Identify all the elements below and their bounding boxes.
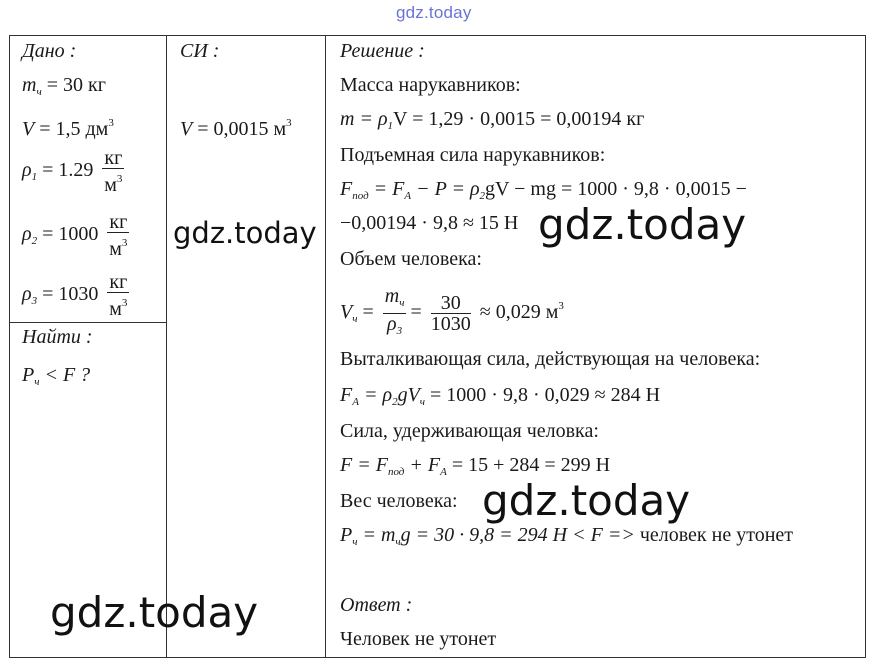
l7-sup: 3 <box>558 300 564 313</box>
solution-line-2 <box>340 108 644 137</box>
find-rhs: < F ? <box>39 364 91 386</box>
l2-rhs: V = 1,29 · 0,0015 = 0,00194 кг <box>393 108 645 130</box>
watermark-solution-top: gdz.today <box>538 200 747 249</box>
unit-num: кг <box>109 211 128 233</box>
unit-num: кг <box>109 271 128 293</box>
find-p-symbol: P <box>22 364 35 386</box>
l7-frac-2 <box>431 293 471 334</box>
solution-line-10: Сила, удерживающая человка: <box>340 420 599 442</box>
solution-line-7: $V_ч$ = $\frac{m_ч}{\rho_3}$ = $\frac{30}{1030}$ ≈ 0,029 $м^3$ <box>340 286 564 341</box>
solution-line-13 <box>340 524 793 553</box>
l4-d: gV − mg = 1000 · 9,8 · 0,0015 − <box>485 178 747 200</box>
l7-f1-den: ρ <box>387 313 397 335</box>
watermark-bottom-left: gdz.today <box>50 588 259 637</box>
l7-f2-den: 1030 <box>430 313 471 335</box>
solution-line-1: Масса нарукавников: <box>340 74 521 96</box>
given-volume <box>22 112 114 140</box>
l13-d: человек не утонет <box>634 524 794 546</box>
given-rho1 <box>22 148 128 195</box>
l9-a-sub: A <box>352 396 359 408</box>
given-header: Дано : <box>22 40 77 62</box>
unit-den: м <box>109 298 122 320</box>
site-watermark-header: gdz.today <box>396 3 472 22</box>
unit-den: м <box>104 174 117 196</box>
solution-line-8: Выталкивающая сила, действующая на человека: <box>340 348 761 370</box>
l4-a: F <box>340 178 353 200</box>
l13-a-sub: ч <box>352 536 358 548</box>
l7-frac-1 <box>383 286 407 341</box>
l13-b: = m <box>357 524 396 546</box>
given-rho3-unit <box>107 272 129 319</box>
solution-line-6: Объем человека: <box>340 248 482 270</box>
given-rho2-value: = 1000 <box>37 223 99 246</box>
column-divider-si <box>325 36 326 657</box>
answer-header: Ответ : <box>340 594 413 616</box>
find-condition <box>22 364 90 393</box>
given-volume-value: = 1,5 дм <box>34 118 109 140</box>
given-rho1-sub: 1 <box>31 171 38 184</box>
l4-b-sub: A <box>404 190 412 202</box>
given-mass <box>22 74 106 103</box>
given-rho2-unit <box>107 212 129 259</box>
l7-f2-num: 30 <box>431 293 471 314</box>
si-volume-value: = 0,0015 м <box>192 118 287 140</box>
given-mass-symbol: m <box>22 74 37 96</box>
solution-table <box>9 35 866 658</box>
l7-f1-den-sub: 3 <box>396 325 403 337</box>
l4-b: = F <box>368 178 405 200</box>
unit-den-sup: 3 <box>116 173 123 185</box>
l9-a: F <box>340 384 353 406</box>
l4-c-sub: 2 <box>479 190 486 202</box>
l7-f1-num-sub: ч <box>399 297 405 309</box>
answer-text: Человек не утонет <box>340 628 497 650</box>
l9-d: = 1000 · 9,8 · 0,029 ≈ 284 Н <box>425 384 661 406</box>
unit-den: м <box>109 238 122 260</box>
given-mass-sub: ч <box>36 86 42 98</box>
given-rho1-unit <box>102 148 124 195</box>
solution-header: Решение : <box>340 40 425 62</box>
find-p-sub: ч <box>34 376 40 388</box>
l11-c: = 15 + 284 = 299 Н <box>446 454 611 476</box>
solution-line-12: Вес человека: <box>340 490 458 512</box>
given-rho2 <box>22 212 133 259</box>
l9-b-sub: 2 <box>392 396 398 408</box>
l2-sub: 1 <box>387 120 394 132</box>
si-volume <box>180 112 292 140</box>
l11-a: F = F <box>340 454 388 476</box>
given-volume-symbol: V <box>22 118 35 140</box>
l13-b-sub: ч <box>395 536 401 548</box>
given-find-divider <box>10 322 166 323</box>
given-mass-value: = 30 кг <box>41 74 106 96</box>
l4-c: − P = ρ <box>411 178 480 200</box>
watermark-si: gdz.today <box>173 216 317 250</box>
given-volume-sup: 3 <box>108 117 114 129</box>
l9-b: = ρ <box>358 384 393 406</box>
l9-c-sub: ч <box>419 396 426 408</box>
si-header: СИ : <box>180 40 220 62</box>
given-rho2-sub: 2 <box>31 235 38 248</box>
l4-a-sub: под <box>352 190 369 202</box>
given-rho3-symbol: ρ <box>22 283 32 306</box>
solution-line-3: Подъемная сила нарукавников: <box>340 144 606 166</box>
l13-c: g = 30 · 9,8 = 294 Н < F => <box>400 524 635 546</box>
given-rho2-symbol: ρ <box>22 223 32 246</box>
l11-b: + F <box>404 454 441 476</box>
watermark-solution-bottom: gdz.today <box>482 476 691 525</box>
l7-a-sub: ч <box>352 313 358 326</box>
given-rho1-symbol: ρ <box>22 159 32 182</box>
unit-den-sup: 3 <box>121 297 128 309</box>
given-rho3-sub: 3 <box>31 295 38 308</box>
given-rho3-value: = 1030 <box>37 283 99 306</box>
si-volume-sup: 3 <box>286 117 292 129</box>
l7-a: V <box>340 301 353 324</box>
l7-eq: = <box>357 301 379 324</box>
l7-rhs: ≈ 0,029 м <box>474 301 559 324</box>
l7-f1-num: m <box>384 285 400 307</box>
find-header: Найти : <box>22 326 93 348</box>
l9-c: gV <box>397 384 420 406</box>
given-rho3 <box>22 272 133 319</box>
given-rho1-value: = 1.29 <box>37 159 94 182</box>
l2-lhs: m = ρ <box>340 108 388 130</box>
si-volume-symbol: V <box>180 118 193 140</box>
unit-den-sup: 3 <box>121 237 128 249</box>
solution-line-9 <box>340 384 660 413</box>
l13-a: P <box>340 524 353 546</box>
unit-num: кг <box>104 147 123 169</box>
l11-b-sub: A <box>440 466 447 478</box>
l11-a-sub: под <box>387 466 405 478</box>
solution-line-5: −0,00194 · 9,8 ≈ 15 Н <box>340 212 519 234</box>
column-divider-given <box>166 36 167 657</box>
